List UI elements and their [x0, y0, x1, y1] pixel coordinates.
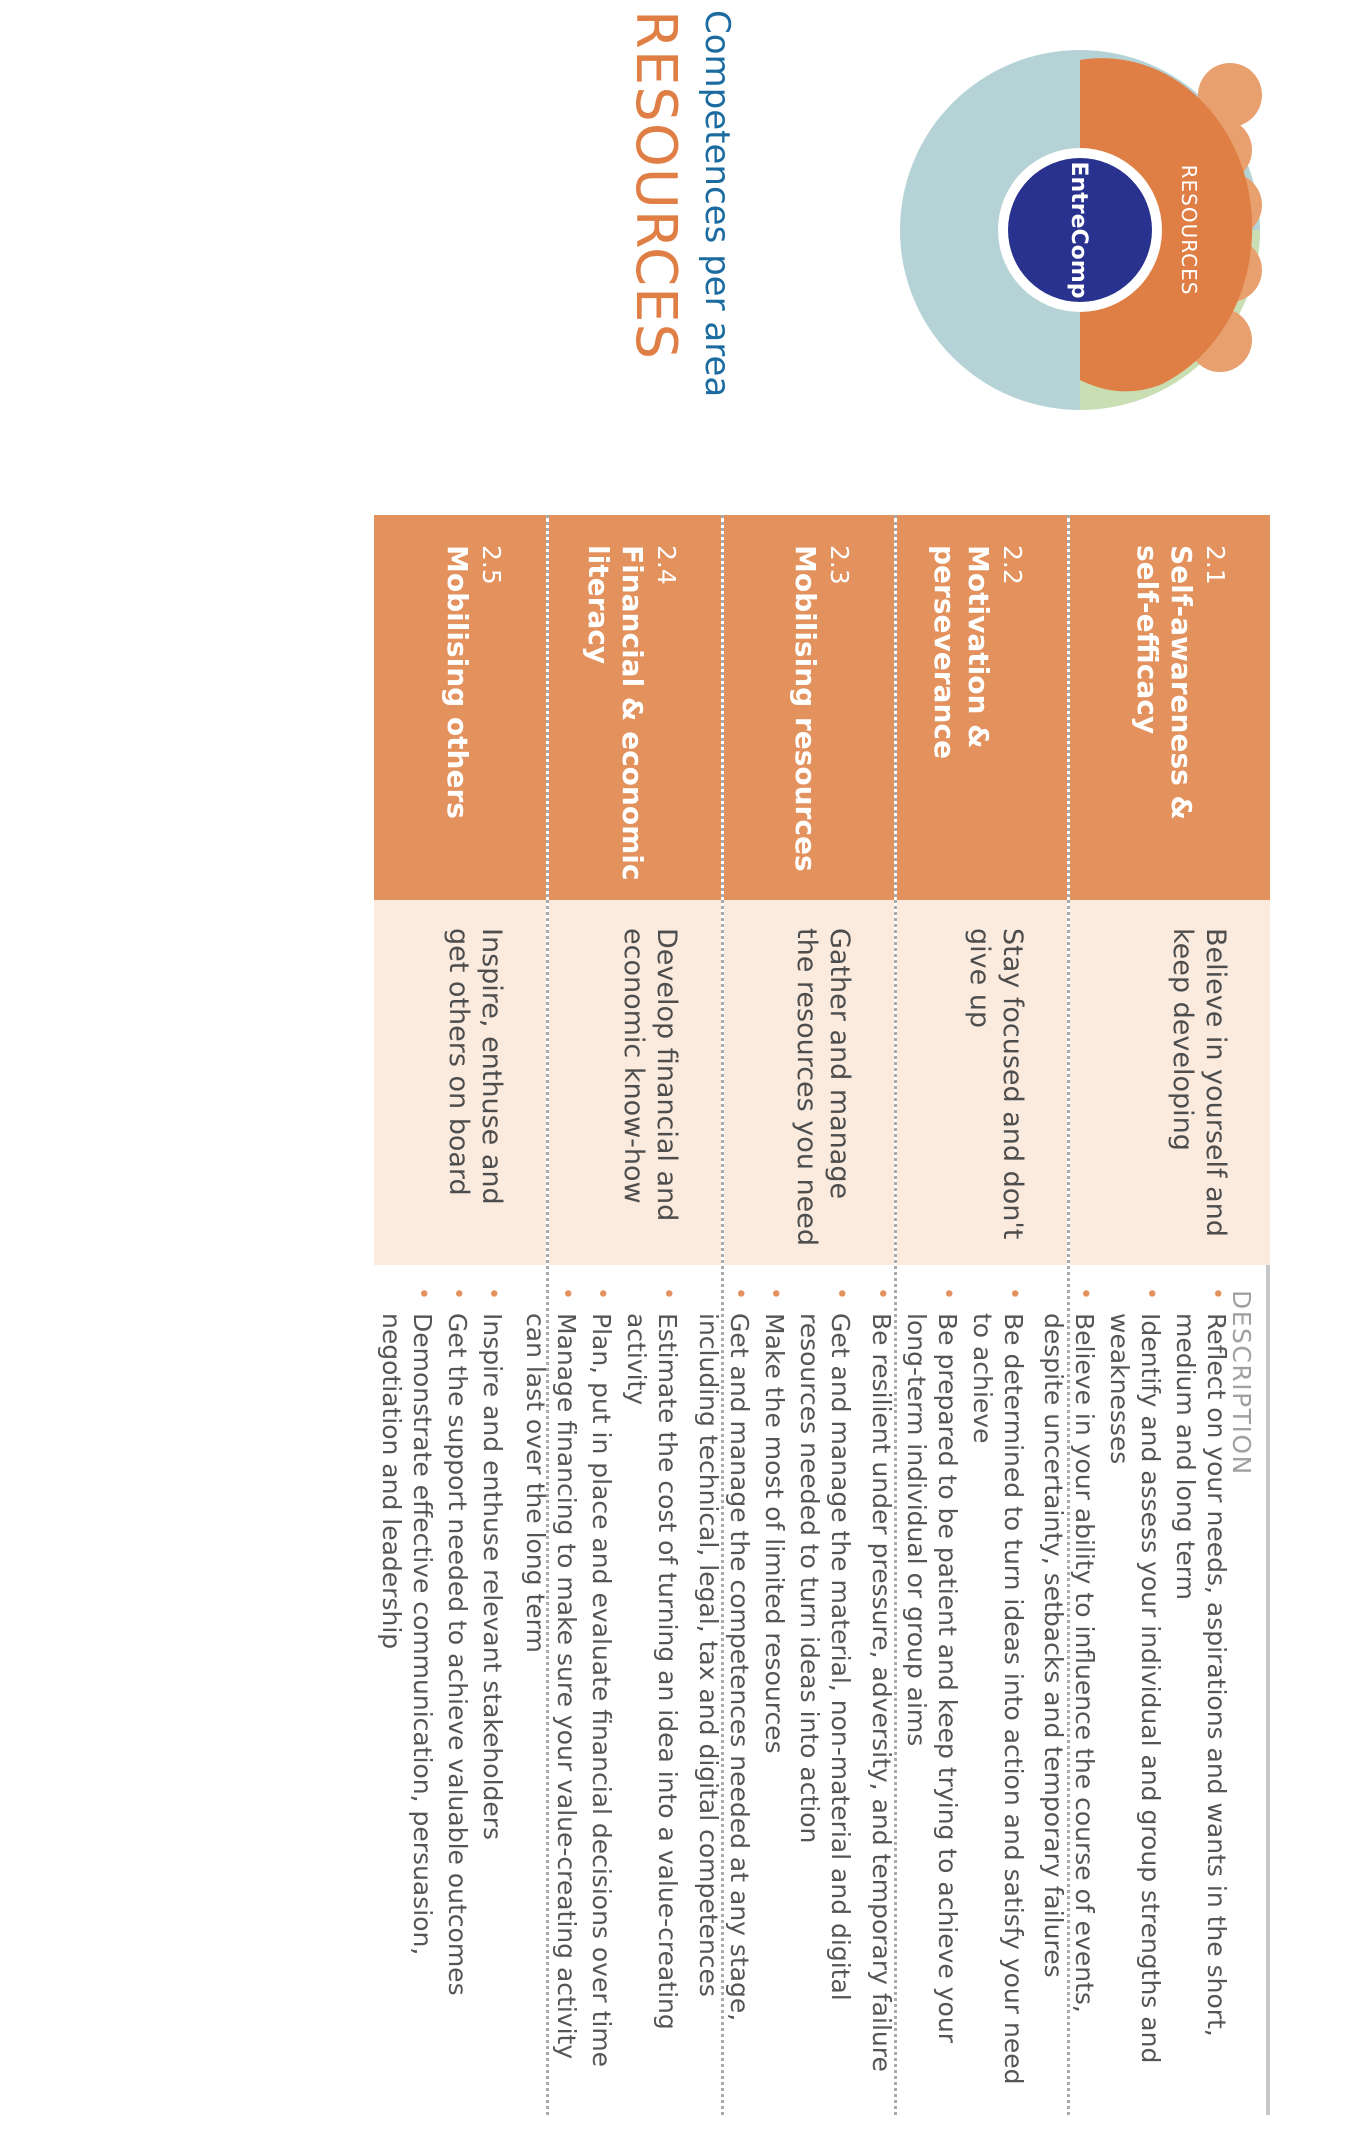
- competence-cell: [374, 515, 546, 900]
- bullet-icon: •: [1138, 1287, 1163, 1300]
- table-row: [1039, 515, 1270, 2115]
- list-item: [901, 1285, 963, 2105]
- competence-number: 2.5: [477, 545, 506, 585]
- bullet-icon: •: [828, 1287, 853, 1300]
- competence-name: Financial & economic literacy: [582, 545, 649, 881]
- competence-number: 2.2: [998, 545, 1027, 585]
- description-text: Get the support needed to achieve valuable outcomes: [443, 1313, 472, 1996]
- entrecomp-wheel-logo: [890, 40, 1270, 420]
- list-item: [1104, 1285, 1166, 2105]
- description-text: Plan, put in place and evaluate financial decisions over time: [587, 1313, 616, 2068]
- competence-name: Mobilising others: [441, 545, 474, 819]
- competence-table: [5, 515, 1270, 2115]
- row-divider: [721, 515, 724, 2115]
- description-text: Inspire and enthuse relevant stakeholders: [478, 1313, 507, 1841]
- description-text: Demonstrate effective communication, persuasion, negotiation and leadership: [377, 1313, 437, 1956]
- hint-text: Inspire, enthuse and get others on board: [443, 928, 507, 1205]
- bullet-icon: •: [1204, 1287, 1229, 1300]
- hint-cell: [724, 900, 894, 1265]
- description-text: Be prepared to be patient and keep trying to achieve your long-term individual or group aims: [902, 1313, 962, 2043]
- description-cell: [521, 1265, 721, 2115]
- hint-text: Gather and manage the resources you need: [791, 928, 855, 1246]
- bullet-icon: •: [410, 1287, 435, 1300]
- description-text: Manage financing to make sure your value-creating activity can last over the long term: [521, 1313, 581, 2060]
- description-text: Identify and assess your individual and group strengths and weaknesses: [1105, 1313, 1165, 2064]
- table-row: [521, 515, 721, 2115]
- competence-number: 2.4: [652, 545, 681, 585]
- description-text: Make the most of limited resources: [760, 1313, 789, 1754]
- competence-number: 2.1: [1201, 545, 1230, 585]
- description-text: Reflect on your needs, aspirations and wants in the short, medium and long term: [1171, 1313, 1231, 2037]
- hint-cell: [374, 900, 546, 1265]
- bullet-icon: •: [480, 1287, 505, 1300]
- hint-text: Stay focused and don't give up: [964, 928, 1028, 1240]
- description-text: Believe in your ability to influence the course of events, despite uncertainty, setbacks and temporary failures: [1039, 1313, 1099, 2013]
- bullet-icon: •: [727, 1287, 752, 1300]
- competence-cell: [724, 515, 894, 900]
- list-item: [794, 1285, 856, 2105]
- description-text: Get and manage the competences needed at any stage, including technical, legal, tax and digital competences: [694, 1313, 754, 2022]
- table-row: [374, 515, 546, 2115]
- list-item: [759, 1285, 790, 2105]
- description-cell: [374, 1265, 546, 2115]
- description-text: Get and manage the material, non-material and digital resources needed to turn ideas into action: [795, 1313, 855, 2001]
- bullet-icon: •: [554, 1287, 579, 1300]
- list-item: [621, 1285, 683, 2105]
- competence-name: Mobilising resources: [789, 545, 822, 872]
- competence-cell: [897, 515, 1067, 900]
- competence-cell: [1070, 515, 1270, 900]
- bullet-icon: •: [655, 1287, 680, 1300]
- wheel-center-label: EntreComp: [1066, 161, 1091, 299]
- bullet-icon: •: [762, 1287, 787, 1300]
- list-item: [1170, 1285, 1232, 2105]
- bullet-icon: •: [869, 1287, 894, 1300]
- competence-number: 2.3: [825, 545, 854, 585]
- description-list: [372, 1285, 508, 2105]
- list-item: [477, 1285, 508, 2105]
- bullet-icon: •: [589, 1287, 614, 1300]
- description-text: Estimate the cost of turning an idea into a value-creating activity: [622, 1313, 682, 2030]
- list-item: [967, 1285, 1029, 2105]
- hint-cell: [549, 900, 721, 1265]
- area-title: RESOURCES: [623, 10, 688, 361]
- bullet-icon: •: [935, 1287, 960, 1300]
- table-row: [867, 515, 1067, 2115]
- list-item: [442, 1285, 473, 2105]
- row-divider: [546, 515, 549, 2115]
- row-divider: [1067, 515, 1070, 2115]
- bullet-icon: •: [445, 1287, 470, 1300]
- bullet-icon: •: [1072, 1287, 1097, 1300]
- description-cell: [1039, 1265, 1270, 2115]
- hint-cell: [1070, 900, 1270, 1265]
- hint-text: Develop financial and economic know-how: [618, 928, 682, 1222]
- header-description: DESCRIPTION: [1227, 1290, 1256, 1476]
- description-cell: [694, 1265, 894, 2115]
- table-row: [694, 515, 894, 2115]
- bullet-icon: •: [1001, 1287, 1026, 1300]
- area-subtitle: Competences per area: [697, 10, 737, 398]
- row-divider: [894, 515, 897, 2115]
- hint-text: Believe in yourself and keep developing: [1167, 928, 1231, 1237]
- wheel-resources-label: RESOURCES: [1177, 164, 1201, 296]
- description-text: Be determined to turn ideas into action and satisfy your need to achieve: [968, 1313, 1028, 2085]
- competence-cell: [549, 515, 721, 900]
- competence-name: Self-awareness & self-efficacy: [1131, 545, 1198, 820]
- competence-name: Motivation & perseverance: [928, 545, 995, 759]
- hint-cell: [897, 900, 1067, 1265]
- description-cell: [867, 1265, 1067, 2115]
- description-text: Be resilient under pressure, adversity, and temporary failure: [867, 1313, 896, 2072]
- list-item: [586, 1285, 617, 2105]
- list-item: [376, 1285, 438, 2105]
